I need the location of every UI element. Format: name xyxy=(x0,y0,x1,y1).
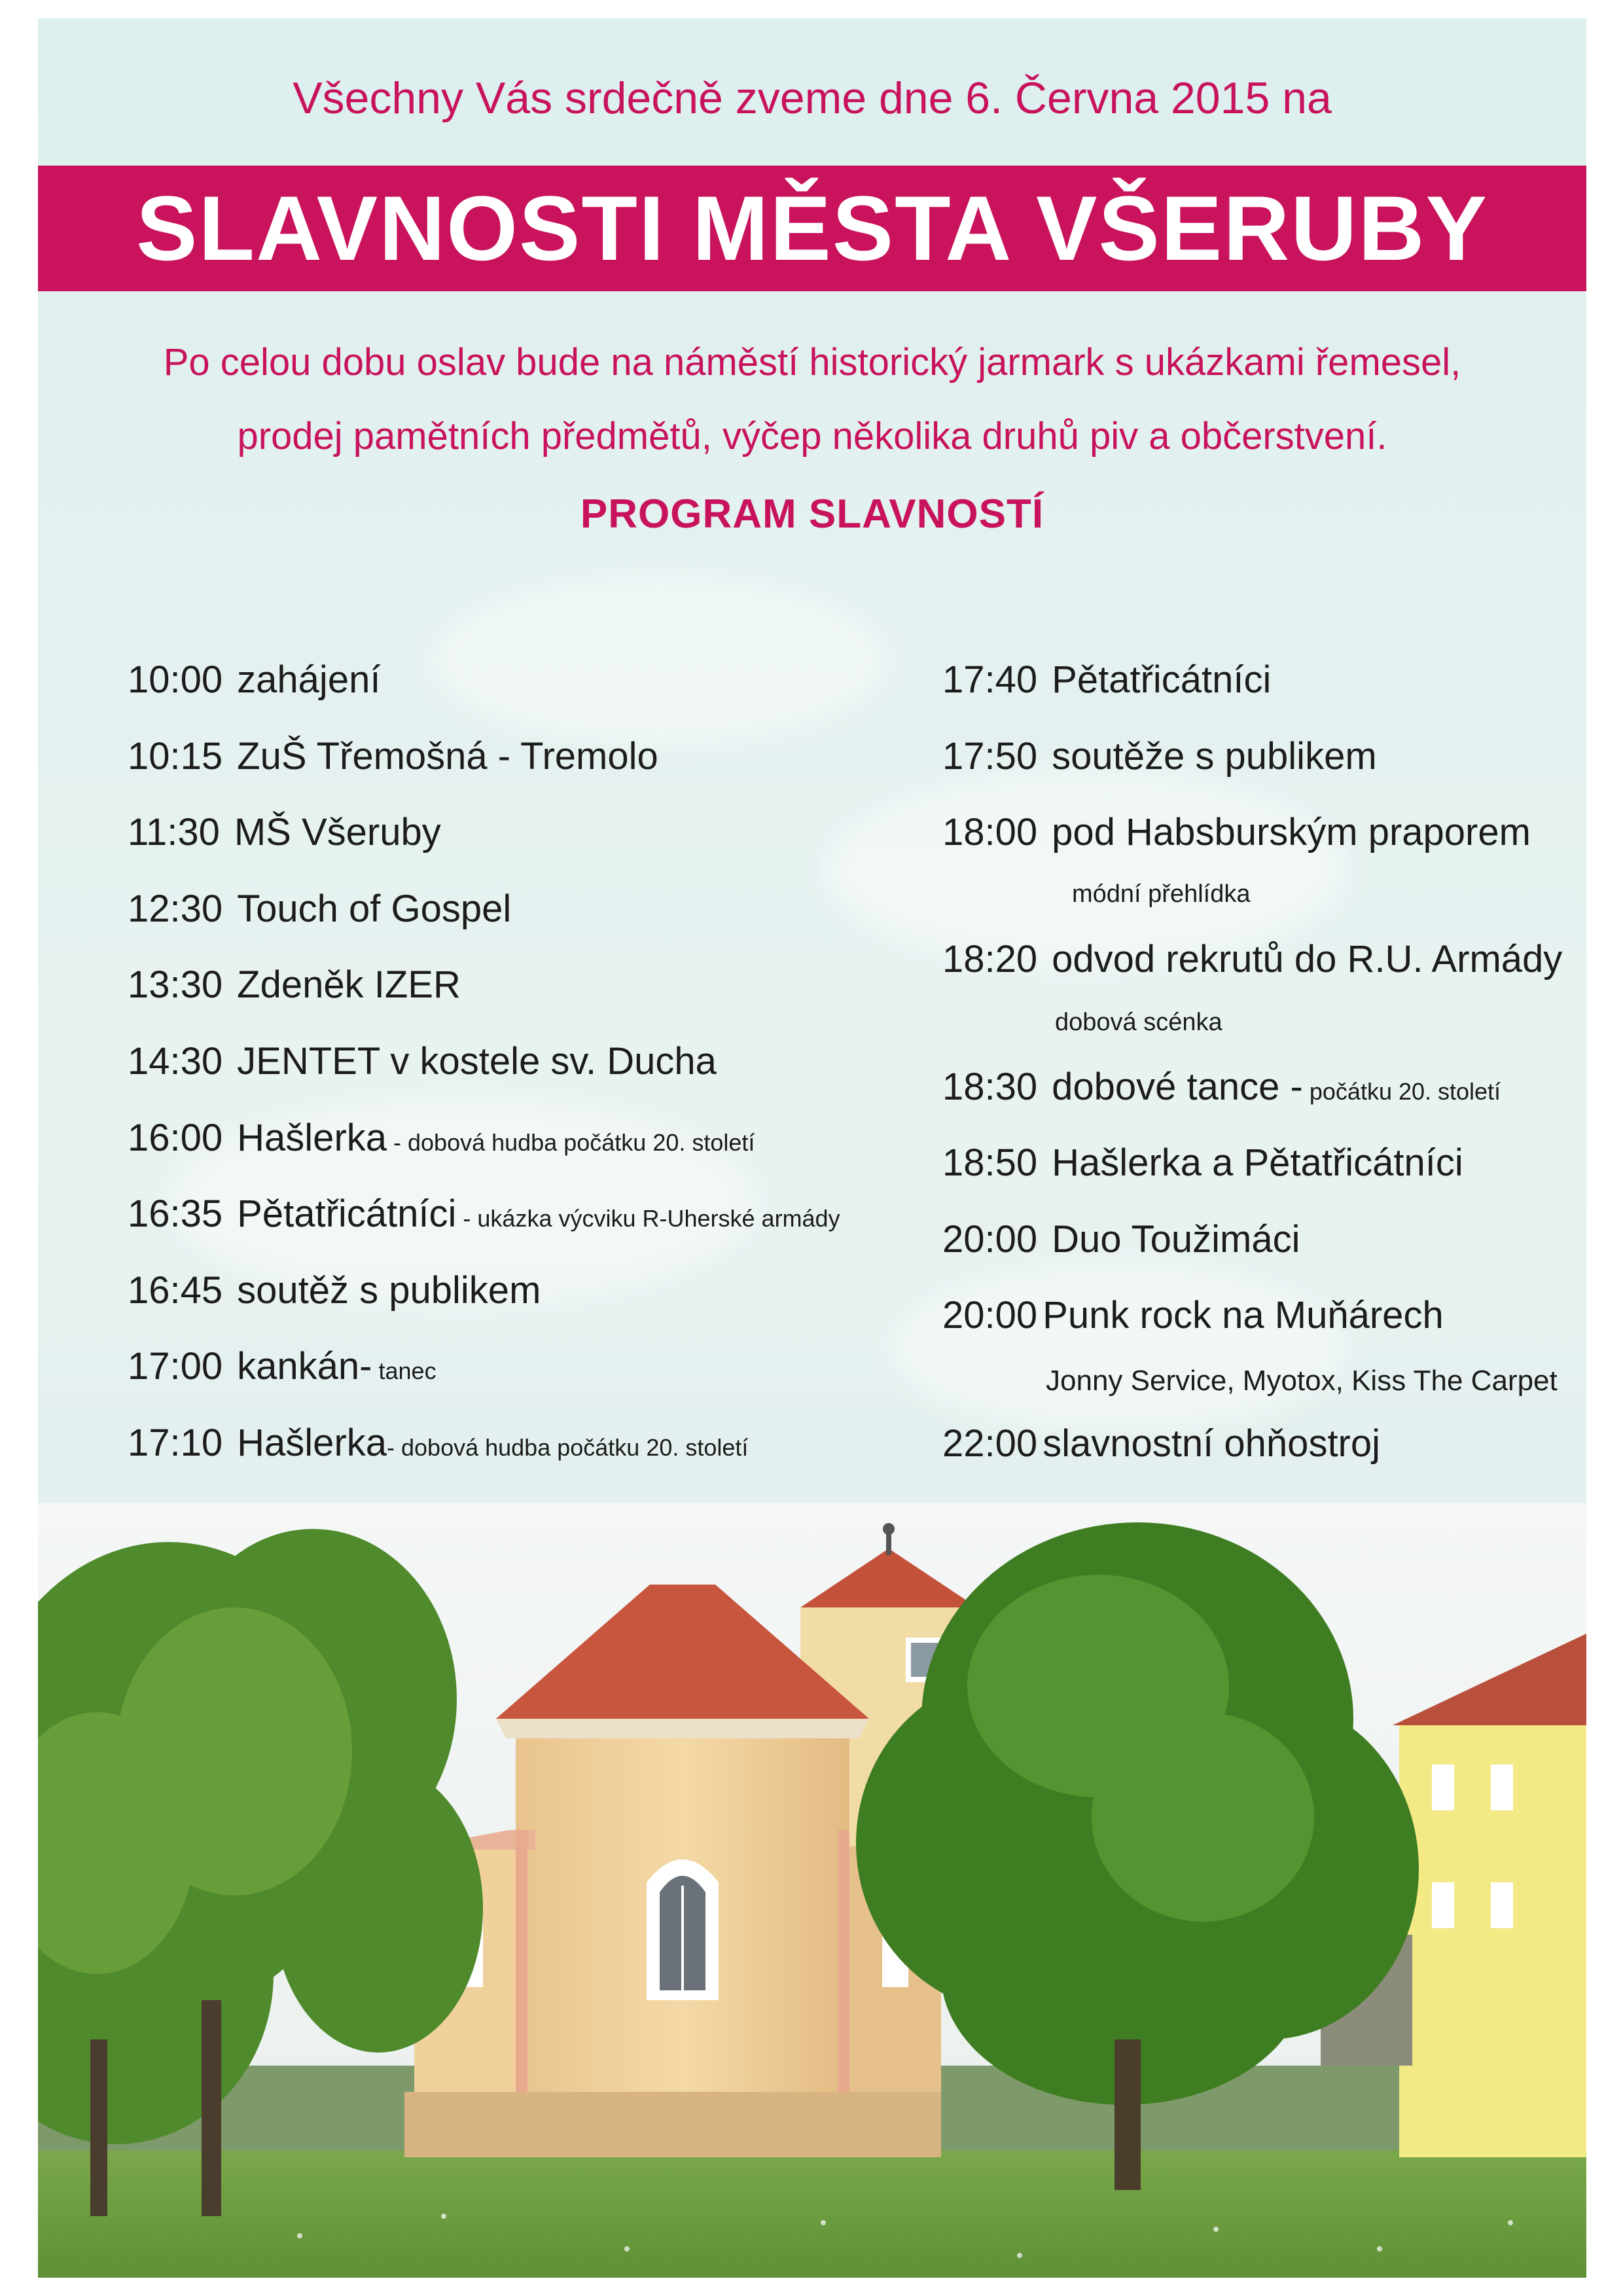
schedule-item xyxy=(128,1119,755,1157)
schedule-event: Touch of Gospel xyxy=(237,888,512,930)
invitation-text: Všechny Vás srdečně zveme dne 6. Června 2015 na xyxy=(293,73,1332,123)
schedule-event: odvod rekrutů do R.U. Armády xyxy=(1052,938,1563,980)
schedule-time: 16:45 xyxy=(128,1269,223,1312)
schedule-item xyxy=(942,938,1563,980)
schedule-event: MŠ Všeruby xyxy=(234,811,441,853)
schedule-event: Hašlerka xyxy=(237,1117,387,1159)
fashion-show-note: módní přehlídka xyxy=(1072,880,1251,908)
schedule-time: 22:00 xyxy=(942,1422,1038,1465)
background-cloud xyxy=(431,575,889,745)
schedule-time: 11:30 xyxy=(128,811,220,853)
schedule-time: 10:00 xyxy=(128,658,223,701)
schedule-event: ZuŠ Třemošná - Tremolo xyxy=(237,735,658,778)
schedule-time: 10:15 xyxy=(128,735,223,778)
schedule-time: 20:00 xyxy=(942,1218,1038,1261)
program-heading: PROGRAM SLAVNOSTÍ xyxy=(580,492,1044,537)
schedule-event: kankán- xyxy=(237,1345,372,1388)
description-line-2: prodej pamětních předmětů, výčep několika druhů piv a občerstvení. xyxy=(237,415,1387,457)
schedule-item xyxy=(128,1424,748,1462)
event-title: SLAVNOSTI MĚSTA VŠERUBY xyxy=(136,177,1488,279)
schedule-event: soutěže s publikem xyxy=(1052,735,1377,778)
schedule-time: 17:00 xyxy=(128,1345,223,1388)
schedule-event: Hašlerka a Pětatřicátníci xyxy=(1052,1141,1463,1184)
schedule-item xyxy=(942,811,1531,853)
schedule-note: - dobová hudba počátku 20. století xyxy=(387,1129,755,1156)
schedule-event: Punk rock na Muňárech xyxy=(1043,1294,1444,1336)
schedule-item xyxy=(128,1345,437,1388)
scene-note: dobová scénka xyxy=(1055,1009,1222,1036)
church-photo xyxy=(38,1503,1586,2278)
schedule-note: - ukázka výcviku R-Uherské armády xyxy=(456,1205,840,1232)
schedule-time: 17:40 xyxy=(942,658,1038,701)
schedule-time: 17:50 xyxy=(942,735,1038,778)
schedule-event: soutěž s publikem xyxy=(237,1269,541,1312)
schedule-time: 13:30 xyxy=(128,963,223,1006)
schedule-item xyxy=(942,658,1272,701)
schedule-item xyxy=(128,890,511,928)
schedule-item xyxy=(128,735,658,778)
schedule-item xyxy=(128,811,441,853)
schedule-item xyxy=(128,1195,840,1233)
schedule-event: pod Habsburským praporem xyxy=(1052,811,1531,853)
schedule-event: Zdeněk IZER xyxy=(237,963,461,1006)
schedule-item xyxy=(128,963,461,1006)
schedule-event: JENTET v kostele sv. Ducha xyxy=(237,1040,717,1083)
background-cloud xyxy=(889,1262,1347,1432)
schedule-time: 16:35 xyxy=(128,1193,223,1235)
schedule-time: 18:30 xyxy=(942,1066,1038,1108)
schedule-note: - dobová hudba počátku 20. století xyxy=(387,1434,749,1461)
schedule-event: slavnostní ohňostroj xyxy=(1043,1422,1381,1465)
schedule-note: tanec xyxy=(372,1357,437,1384)
schedule-item xyxy=(942,735,1377,778)
schedule-time: 18:00 xyxy=(942,811,1038,853)
schedule-event: zahájení xyxy=(237,658,381,701)
schedule-event: Pětatřicátníci xyxy=(237,1193,457,1235)
schedule-event: Hašlerka xyxy=(237,1422,387,1464)
schedule-event: Duo Toužimáci xyxy=(1052,1218,1300,1261)
title-banner xyxy=(38,166,1586,291)
schedule-time: 16:00 xyxy=(128,1117,223,1159)
schedule-time: 17:10 xyxy=(128,1422,223,1464)
schedule-item xyxy=(128,1040,717,1083)
schedule-item xyxy=(128,658,381,701)
schedule-time: 18:50 xyxy=(942,1141,1038,1184)
schedule-time: 12:30 xyxy=(128,888,223,930)
poster xyxy=(38,18,1586,2278)
punk-bands-note: Jonny Service, Myotox, Kiss The Carpet xyxy=(1046,1365,1558,1397)
schedule-item xyxy=(942,1068,1501,1106)
schedule-time: 18:20 xyxy=(942,938,1038,980)
schedule-time: 20:00 xyxy=(942,1294,1038,1336)
schedule-time: 14:30 xyxy=(128,1040,223,1083)
description-line-1: Po celou dobu oslav bude na náměstí historický jarmark s ukázkami řemesel, xyxy=(163,341,1461,384)
schedule-item xyxy=(942,1141,1463,1184)
schedule-event: Pětatřicátníci xyxy=(1052,658,1272,701)
schedule-item xyxy=(128,1269,541,1312)
schedule-event: dobové tance - xyxy=(1052,1066,1303,1108)
schedule-item xyxy=(942,1422,1381,1465)
schedule-item xyxy=(942,1294,1444,1336)
schedule-note: počátku 20. století xyxy=(1302,1078,1501,1105)
schedule-item xyxy=(942,1218,1300,1261)
